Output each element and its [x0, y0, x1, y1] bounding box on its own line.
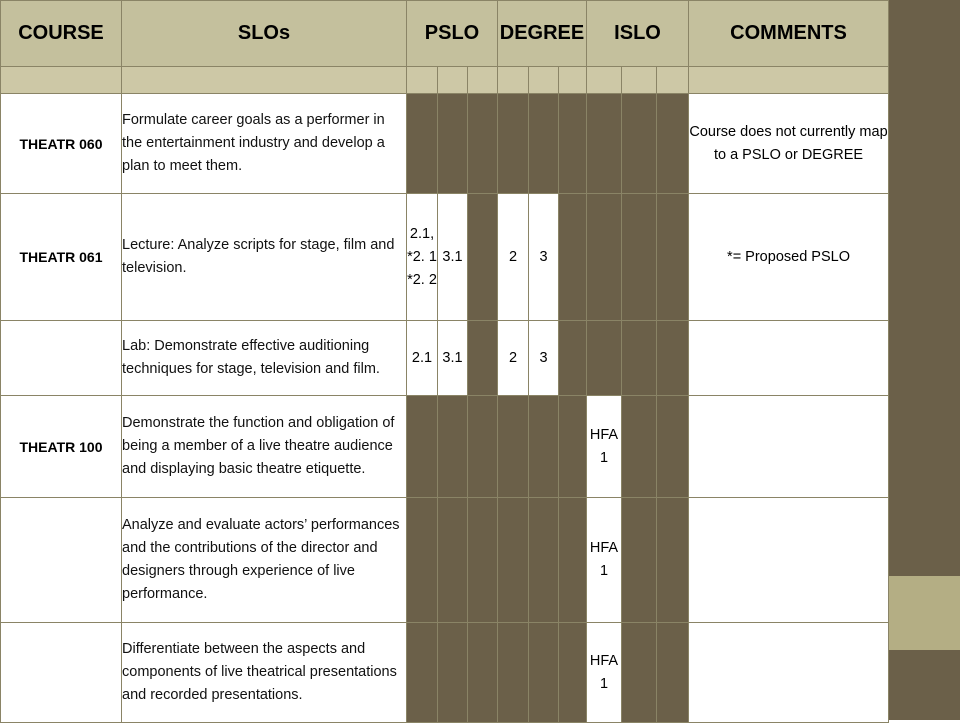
spacer-cell	[559, 67, 587, 94]
degree-cell: 3	[529, 194, 559, 321]
degree-cell	[498, 94, 529, 194]
islo-cell	[622, 321, 657, 396]
spacer-cell	[122, 67, 407, 94]
pslo-cell	[438, 94, 468, 194]
table-row	[1, 623, 889, 723]
degree-cell	[559, 396, 587, 498]
degree-cell	[559, 94, 587, 194]
pslo-cell	[438, 498, 468, 623]
spacer-cell	[587, 67, 622, 94]
islo-cell	[657, 623, 689, 723]
degree-cell	[559, 321, 587, 396]
spacer-cell	[438, 67, 468, 94]
pslo-cell	[468, 94, 498, 194]
table-row	[1, 321, 889, 396]
degree-cell: 2	[498, 194, 529, 321]
pslo-cell	[468, 194, 498, 321]
pslo-cell	[468, 623, 498, 723]
degree-cell	[559, 498, 587, 623]
slo-cell: Lecture: Analyze scripts for stage, film and television.	[122, 194, 407, 321]
spacer-cell	[657, 67, 689, 94]
slo-cell: Differentiate between the aspects and components of live theatrical presentations and recorded presentations.	[122, 623, 407, 723]
slo-cell: Analyze and evaluate actors’ performances and the contributions of the director and designers through experience of live performance.	[122, 498, 407, 623]
comment-cell	[689, 498, 889, 623]
spacer-cell	[622, 67, 657, 94]
comment-cell: Course does not currently map to a PSLO or DEGREE	[689, 94, 889, 194]
degree-cell: 3	[529, 321, 559, 396]
spacer-cell	[689, 67, 889, 94]
spacer-cell	[498, 67, 529, 94]
header-comments: COMMENTS	[689, 1, 889, 67]
course-cell: THEATR 060	[1, 94, 122, 194]
islo-cell	[657, 498, 689, 623]
islo-cell	[622, 396, 657, 498]
pslo-cell	[407, 396, 438, 498]
pslo-cell: 3.1	[438, 321, 468, 396]
islo-cell	[587, 194, 622, 321]
degree-cell	[559, 194, 587, 321]
pslo-cell	[407, 498, 438, 623]
header-pslo: PSLO	[407, 1, 498, 67]
comment-cell	[689, 623, 889, 723]
course-cell: THEATR 100	[1, 396, 122, 498]
degree-cell	[559, 623, 587, 723]
spacer-cell	[529, 67, 559, 94]
islo-cell	[657, 321, 689, 396]
comment-cell: *= Proposed PSLO	[689, 194, 889, 321]
course-cell	[1, 321, 122, 396]
pslo-cell: 3.1	[438, 194, 468, 321]
spacer-cell	[407, 67, 438, 94]
islo-cell	[587, 94, 622, 194]
slo-cell: Formulate career goals as a performer in the entertainment industry and develop a plan to meet them.	[122, 94, 407, 194]
islo-cell	[657, 194, 689, 321]
islo-cell	[622, 623, 657, 723]
degree-cell	[498, 396, 529, 498]
pslo-cell	[468, 321, 498, 396]
course-cell: THEATR 061	[1, 194, 122, 321]
course-cell	[1, 623, 122, 723]
degree-cell	[529, 623, 559, 723]
islo-cell	[622, 94, 657, 194]
comment-cell	[689, 321, 889, 396]
table-row	[1, 498, 889, 623]
header-slos: SLOs	[122, 1, 407, 67]
pslo-cell	[438, 623, 468, 723]
spacer-cell	[468, 67, 498, 94]
pslo-cell	[407, 623, 438, 723]
header-row	[1, 1, 889, 67]
header-islo: ISLO	[587, 1, 689, 67]
islo-cell	[622, 498, 657, 623]
degree-cell: 2	[498, 321, 529, 396]
spacer-cell	[1, 67, 122, 94]
slo-cell: Demonstrate the function and obligation of being a member of a live theatre audience and displaying basic theatre etiquette.	[122, 396, 407, 498]
islo-cell	[657, 94, 689, 194]
islo-cell: HFA 1	[587, 396, 622, 498]
table-row	[1, 94, 889, 194]
degree-cell	[498, 623, 529, 723]
slo-cell: Lab: Demonstrate effective auditioning techniques for stage, television and film.	[122, 321, 407, 396]
pslo-cell	[468, 396, 498, 498]
degree-cell	[498, 498, 529, 623]
degree-cell	[529, 94, 559, 194]
pslo-cell	[438, 396, 468, 498]
header-degree: DEGREE	[498, 1, 587, 67]
right-decorative-band	[888, 0, 960, 720]
islo-cell: HFA 1	[587, 498, 622, 623]
comment-cell	[689, 396, 889, 498]
islo-cell	[587, 321, 622, 396]
table-row	[1, 396, 889, 498]
right-band-accent	[888, 576, 960, 650]
pslo-cell: 2.1, *2. 1 *2. 2	[407, 194, 438, 321]
islo-cell: HFA 1	[587, 623, 622, 723]
course-cell	[1, 498, 122, 623]
pslo-cell	[407, 94, 438, 194]
pslo-cell	[468, 498, 498, 623]
subheader-spacer-row	[1, 67, 889, 94]
islo-cell	[622, 194, 657, 321]
islo-cell	[657, 396, 689, 498]
pslo-cell: 2.1	[407, 321, 438, 396]
header-course: COURSE	[1, 1, 122, 67]
table-row	[1, 194, 889, 321]
degree-cell	[529, 498, 559, 623]
degree-cell	[529, 396, 559, 498]
